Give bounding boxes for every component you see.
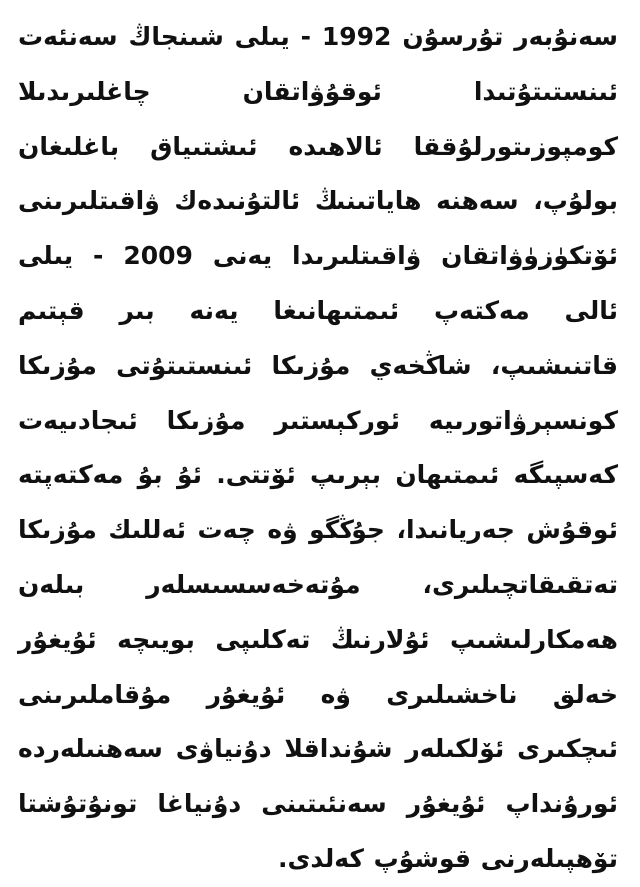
body-paragraph: سەنۇبەر تۇرسۇن 1992 - يىلى شىنجاڭ سەنئەت ئىنستىتۇتىدا ئوقۇۋاتقان چاغلىرىدىلا كومپوزىتورلۇققا ئالاھىدە ئىشتىياق باغلىغان بولۇپ، سەھنە ھاياتىنىڭ ئالتۇنىدەك ۋاقىتلىرىنى ئۆتكۈزۈۋاتقان ۋاقىتلىرىدا يەنى 2009 - يىلى ئالى مەكتەپ ئىمتىھانىغا يەنە بىر قېتىم قاتنىشىپ، شاڭخەي مۇزىكا ئىنستىتۇتى مۇزىكا كونسېرۋاتورىيە ئوركېستىر مۇزىكا ئىجادىيەت كەسپىگە ئىمتىھان بېرىپ ئۆتتى. ئۇ بۇ مەكتەپتە ئوقۇش جەريانىدا، جۇڭگو ۋە چەت ئەللىك مۇزىكا تەتقىقاتچىلىرى، مۇتەخەسسىسلەر بىلەن ھەمكارلىشىپ ئۇلارنىڭ تەكلىپى بويىچە ئۇيغۇر خەلق ناخشىلىرى ۋە ئۇيغۇر مۇقاملىرىنى ئىچكىرى ئۆلكىلەر شۇنداقلا دۇنياۋى سەھنىلەردە ئورۇنداپ ئۇيغۇر سەنئىتىنى دۇنياغا تونۇتۇشتا تۆھپىلەرنى قوشۇپ كەلدى. bbox=[18, 22, 618, 873]
